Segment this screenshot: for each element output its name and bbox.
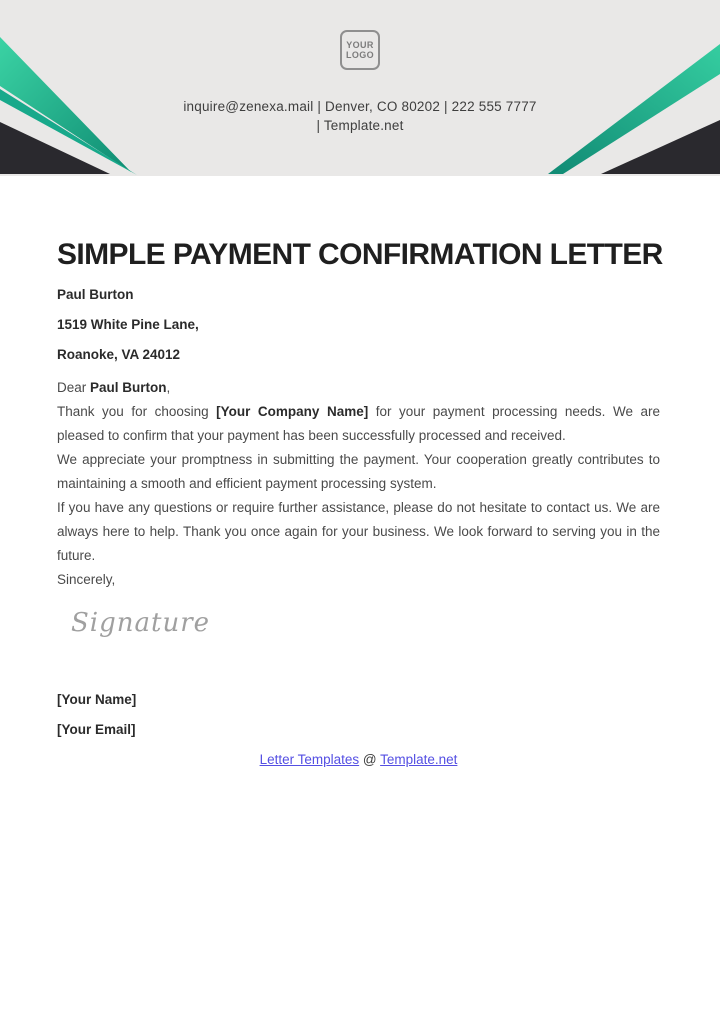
logo-line1: YOUR bbox=[346, 39, 374, 50]
contact-line-1: inquire@zenexa.mail | Denver, CO 80202 | 222 555 7777 bbox=[183, 99, 537, 114]
salutation-prefix: Dear bbox=[57, 380, 91, 395]
company-name-placeholder: [Your Company Name] bbox=[216, 404, 369, 419]
paragraph-1 bbox=[57, 400, 660, 448]
template-net-link[interactable]: Template.net bbox=[380, 752, 458, 767]
sender-placeholders bbox=[57, 691, 660, 738]
letterhead-corner-decoration bbox=[0, 0, 720, 176]
letter-title: SIMPLE PAYMENT CONFIRMATION LETTER bbox=[57, 238, 663, 271]
letter-content bbox=[57, 176, 663, 768]
letter-templates-link[interactable]: Letter Templates bbox=[259, 752, 360, 767]
paragraph-1-text-cont: for your payment processing needs. We are pleased to confirm that your payment has been successfully processed and received. bbox=[57, 404, 660, 443]
salutation bbox=[57, 376, 660, 400]
letter-body bbox=[57, 376, 660, 592]
logo-placeholder-text bbox=[346, 40, 374, 61]
sender-name-placeholder: [Your Name] bbox=[57, 692, 137, 707]
recipient-address-line1: 1519 White Pine Lane, bbox=[57, 317, 199, 332]
closing: Sincerely, bbox=[57, 572, 116, 587]
footer-separator: @ bbox=[359, 752, 381, 767]
logo-placeholder bbox=[340, 30, 380, 70]
paragraph-1-text: Thank you for choosing bbox=[57, 404, 217, 419]
signature-script: Signature bbox=[71, 608, 211, 638]
salutation-comma: , bbox=[166, 380, 171, 395]
paragraph-2: We appreciate your promptness in submitting the payment. Your cooperation greatly contributes to maintaining a smooth and efficient payment processing system. bbox=[57, 452, 660, 491]
footer-attribution bbox=[57, 751, 660, 768]
sender-email-placeholder: [Your Email] bbox=[57, 722, 136, 737]
recipient-name: Paul Burton bbox=[57, 287, 134, 302]
letterhead bbox=[0, 0, 720, 176]
letterhead-contact bbox=[0, 98, 720, 135]
salutation-name: Paul Burton bbox=[90, 380, 167, 395]
logo-line2: LOGO bbox=[345, 50, 375, 60]
contact-line-2: | Template.net bbox=[316, 117, 404, 133]
recipient-address-line2: Roanoke, VA 24012 bbox=[57, 347, 181, 362]
recipient-block bbox=[57, 286, 660, 363]
paragraph-3: If you have any questions or require further assistance, please do not hesitate to contact us. We are always here to help. Thank you once again for your business. We look forward to serving you in the future. bbox=[57, 500, 660, 563]
